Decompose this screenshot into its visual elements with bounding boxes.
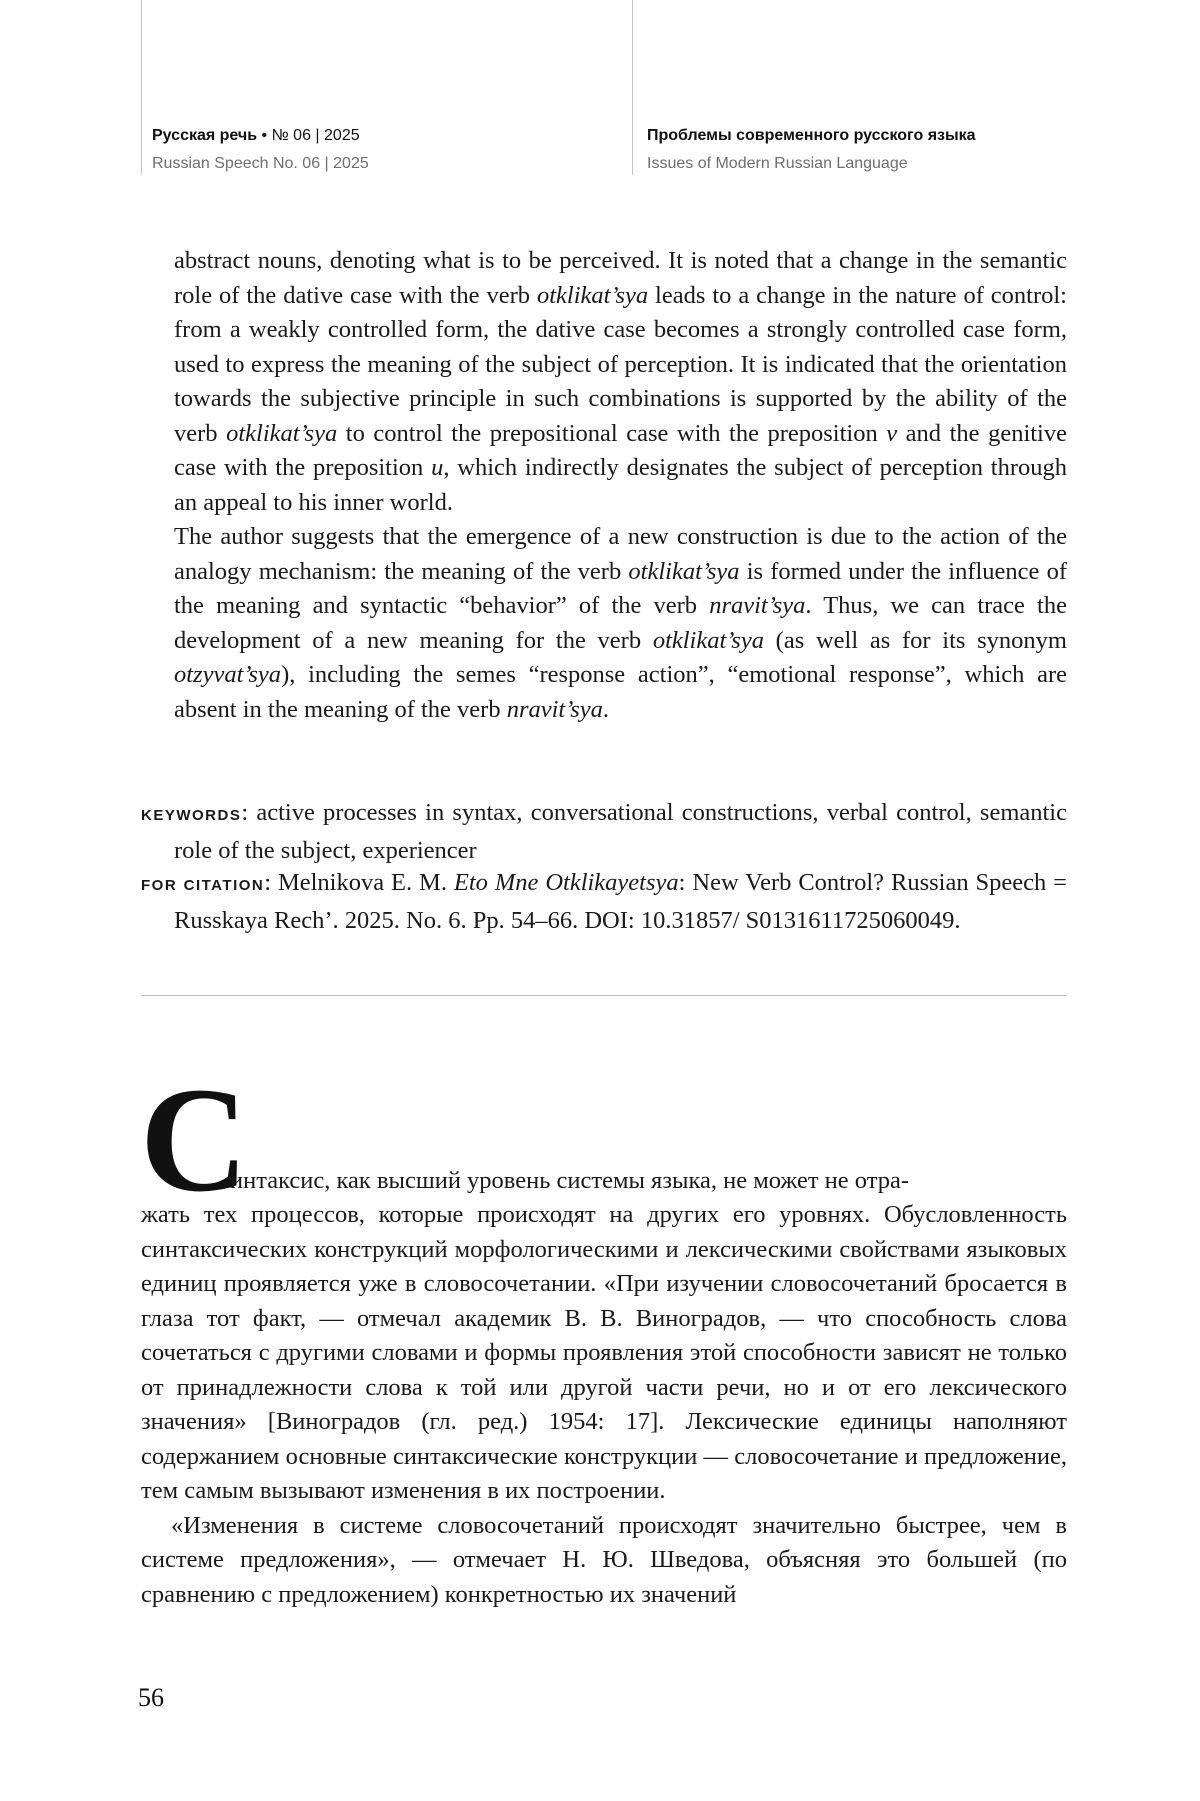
citation-run-0: : Melnikova E. M. [264,869,454,896]
keywords-text: : active processes in syntax, conversational constructions, verbal control, semantic role of the subject, experiencer [174,799,1067,864]
abstract-paragraph-1 [174,244,1067,520]
section-divider [141,995,1067,996]
abstract-p2-run-5: otklikat’sya [652,626,764,654]
abstract-paragraph-2 [174,520,1067,727]
body-paragraph-2: «Изменения в системе словосочетаний происходят значительно быстрее, чем в системе предложения», — отмечает Н. Ю. Шведова, объясняя это большей (по сравнению с предложением) конкретностью их значений [141,1511,1067,1608]
section-title: Проблемы современного русского языка [647,127,976,144]
journal-issue: № 06 | 2025 [271,127,360,144]
abstract-p1-run-8: , which indirectly designates the subject of perception through an appeal to his inner world. [174,454,1067,516]
keywords [141,796,1067,868]
abstract-p2-run-6: (as well as for its synonym [763,626,1067,654]
citation-text [174,869,1067,934]
page-number: 56 [138,1683,164,1712]
abstract-p2-run-1: otklikat’sya [628,557,740,585]
citation [141,866,1067,938]
header-bullet: • [257,127,272,144]
article-body [141,1198,1067,1612]
abstract-p1-run-1: otklikat’sya [536,281,649,309]
abstract-p2-run-9: nravit’sya [506,695,603,723]
abstract-p2-run-8: ), including the semes “response action”, “emotional response”, which are absent in the meaning of the verb [174,661,1067,723]
abstract-p1-run-3: otklikat’sya [226,419,338,447]
abstract-p2-run-10: . [602,695,610,723]
running-header-right [647,122,976,178]
abstract-p2-run-7: otzyvat’sya [174,661,282,688]
citation-run-2: : New Verb Control? Russian Speech = Russkaya Rech’. 2025. No. 6. Pp. 54–66. DOI: 10.31857/ S0131611725060049. [174,869,1067,934]
abstract [174,244,1067,727]
abstract-p2-run-3: nravit’sya [709,592,806,619]
abstract-p1-run-7: u [431,454,444,481]
drop-cap: С [140,1057,249,1223]
abstract-p2-run-2: is formed under the influence of the meaning and syntactic “behavior” of the verb [174,557,1068,619]
abstract-p1-run-6: and the genitive case with the preposition [174,419,1067,481]
abstract-p1-run-4: to control the prepositional case with the preposition [337,419,887,447]
journal-title: Русская речь [152,127,258,144]
body-paragraph-1: жать тех процессов, которые происходят на других его уровнях. Обусловленность синтаксических конструкций морфологическими и лексическими свойствами языковых единиц проявляется уже в словосочетании. «При изучении словосочетаний бросается в глаза тот факт, — отмечал академик В. В. Виноградов, — что способность слова сочетаться с другими словами и формы проявления этой способности зависят не только от принадлежности слова к той или другой части речи, но и от его лексического значения» [Виноградов (гл. ред.) 1954: 17]. Лексические единицы наполняют содержанием основные синтаксические конструкции — словосочетание и предложение, тем самым вызывают изменения в их построении. [141,1201,1067,1504]
abstract-p1-run-0: abstract nouns, denoting what is to be perceived. It is noted that a change in the semantic role of the dative case with the verb [174,247,1067,309]
abstract-p2-run-4: . Thus, we can trace the development of a new meaning for the verb [174,592,1067,654]
running-header-left [152,122,369,178]
header-rule-left [141,0,142,175]
citation-run-1: Eto Mne Otklikayetsya [453,869,679,896]
journal-title-en: Russian Speech No. 06 | 2025 [152,155,369,172]
keywords-label: KEYWORDS [141,807,242,824]
section-title-en: Issues of Modern Russian Language [647,155,908,172]
abstract-p2-run-0: The author suggests that the emergence of a new construction is due to the action of the analogy mechanism: the meaning of the verb [174,523,1067,585]
abstract-p1-run-5: v [886,419,898,447]
citation-label: FOR CITATION [141,877,265,894]
abstract-p1-run-2: leads to a change in the nature of control: from a weakly controlled form, the dative case becomes a strongly controlled case form, used to express the meaning of the subject of perception. It is indicated that the orientation towards the subjective principle in such combinations is supported by the ability of the verb [174,281,1067,447]
body-first-line: интаксис, как высший уровень системы языка, не может не отра- [230,1167,910,1194]
header-rule-middle [632,0,633,175]
